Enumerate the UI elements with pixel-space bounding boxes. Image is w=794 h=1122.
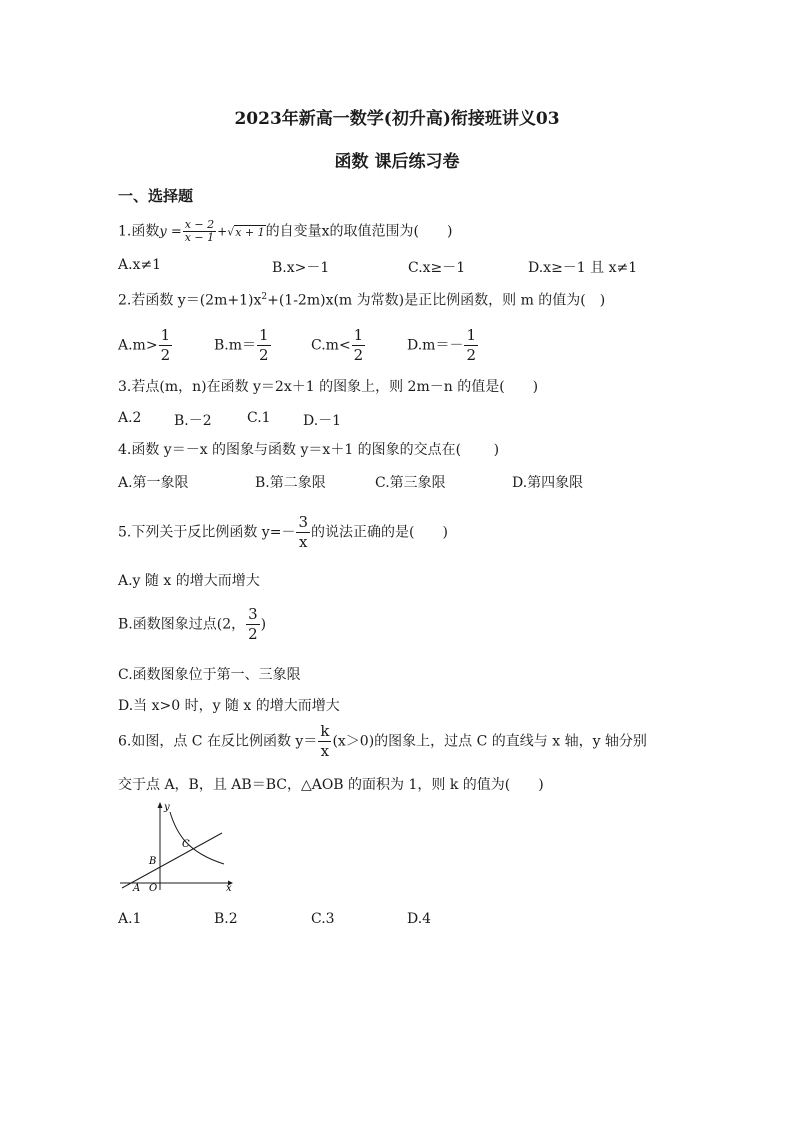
q1-frac-den: x − 1	[184, 231, 215, 244]
q5-frac-den: x	[298, 533, 308, 551]
q2-superscript: 2	[261, 292, 268, 302]
q2-option-a-prefix: A.m>	[118, 337, 158, 354]
q5-fraction	[296, 513, 310, 552]
q4-option-d: D.第四象限	[512, 475, 584, 491]
q6-prefix: 6.如图，点 C 在反比例函数 y＝	[118, 733, 318, 750]
q6-option-d: D.4	[407, 911, 432, 927]
q2-option-a-num: 1	[160, 326, 171, 344]
q4-option-a: A.第一象限	[118, 475, 189, 491]
q6-frac-den: x	[320, 742, 330, 760]
q1-y-eq: y =	[159, 224, 182, 240]
question-5	[118, 513, 448, 552]
q5-frac-num: 3	[298, 513, 308, 531]
q5-option-d: D.当 x>0 时，y 随 x 的增大而增大	[118, 698, 340, 714]
q4-option-c: C.第三象限	[375, 475, 446, 491]
y-axis-arrow-icon	[158, 802, 163, 808]
origin-label: O	[149, 883, 158, 892]
q2-option-d-fraction	[464, 326, 478, 365]
q1-option-d: D.x≥－1 且 x≠1	[528, 260, 638, 276]
q2-option-c-den: 2	[353, 346, 364, 364]
q1-fraction	[183, 219, 216, 244]
point-c-label: C	[182, 839, 190, 850]
question-6-line-2: 交于点 A，B，且 AB＝BC，△AOB 的面积为 1，则 k 的值为( )	[118, 777, 544, 793]
q4-option-b: B.第二象限	[255, 475, 326, 491]
question-3: 3.若点(m，n)在函数 y＝2x＋1 的图象上，则 2m－n 的值是( )	[118, 379, 539, 395]
line-ab	[122, 833, 222, 888]
q2-option-d-den: 2	[466, 346, 476, 364]
q2-option-b-den: 2	[259, 346, 269, 364]
q2-option-d-prefix: D.m＝－	[407, 337, 464, 354]
point-b-label: B	[149, 856, 157, 867]
q2-option-d-num: 1	[466, 326, 476, 344]
q3-option-d: D.－1	[303, 413, 342, 429]
sqrt-icon: √	[227, 225, 235, 239]
q5-option-b-prefix: B.函数图象过点(2，	[118, 616, 246, 633]
section-heading: 一、选择题	[118, 187, 194, 205]
q2-text-b: +(1-2m)x(m 为常数)是正比例函数，则 m 的值为( )	[267, 292, 606, 309]
y-axis-label: y	[164, 802, 170, 813]
q5-option-b-num: 3	[248, 605, 258, 623]
q6-suffix: (x＞0)的图象上，过点 C 的直线与 x 轴，y 轴分别	[332, 733, 647, 750]
q6-frac-num: k	[320, 722, 330, 740]
q1-option-a: A.x≠1	[118, 257, 162, 273]
q1-sqrt	[227, 225, 265, 239]
question-4: 4.函数 y＝－x 的图象与函数 y＝x＋1 的图象的交点在( )	[118, 442, 500, 458]
document-title: 2023年新高一数学(初升高)衔接班讲义03	[234, 109, 560, 129]
question-6	[118, 722, 647, 761]
q1-option-b: B.x>－1	[272, 260, 330, 276]
hyperbola-curve	[170, 812, 224, 864]
q5-option-b	[118, 605, 266, 644]
q1-sqrt-content: x + 1	[235, 225, 265, 239]
question-1	[118, 219, 452, 244]
document-subtitle: 函数 课后练习卷	[334, 152, 460, 172]
q5-option-b-den: 2	[248, 625, 258, 643]
point-a-label: A	[133, 883, 141, 892]
q3-option-b: B.－2	[174, 413, 212, 429]
q2-option-c-num: 1	[353, 326, 364, 344]
q6-option-b: B.2	[214, 911, 238, 927]
q5-prefix: 5.下列关于反比例函数 y=－	[118, 524, 296, 541]
q1-option-c: C.x≥－1	[408, 260, 466, 276]
q2-option-a-fraction	[159, 326, 173, 365]
q6-option-c: C.3	[311, 911, 335, 927]
q2-option-c-prefix: C.m<	[311, 337, 351, 354]
q1-suffix: 的自变量x的取值范围为( )	[265, 223, 453, 240]
q5-suffix: 的说法正确的是( )	[311, 524, 448, 541]
q2-option-c-fraction	[352, 326, 366, 365]
q6-graph	[116, 800, 238, 892]
q5-option-b-fraction	[246, 605, 260, 644]
q1-frac-num: x − 2	[184, 218, 215, 231]
q2-option-a-den: 2	[160, 346, 171, 364]
q2-option-a	[118, 326, 173, 365]
q2-option-c	[311, 326, 366, 365]
q5-option-b-suffix: )	[260, 616, 267, 633]
x-axis-label: x	[226, 883, 232, 892]
q6-fraction	[318, 722, 331, 761]
q2-option-b-prefix: B.m＝	[214, 337, 257, 354]
q3-option-a: A.2	[118, 410, 142, 426]
q2-option-b-num: 1	[259, 326, 269, 344]
q3-option-c: C.1	[247, 410, 271, 426]
q2-option-b-fraction	[257, 326, 271, 365]
q1-plus: +	[217, 224, 228, 239]
q2-text-a: 2.若函数 y＝(2m+1)x	[118, 292, 262, 309]
q1-prefix: 1.函数	[118, 223, 160, 240]
q5-option-c: C.函数图象位于第一、三象限	[118, 667, 301, 683]
q6-option-a: A.1	[118, 911, 142, 927]
q5-option-a: A.y 随 x 的增大而增大	[118, 573, 260, 589]
q2-option-d	[407, 326, 479, 365]
question-2	[118, 288, 605, 310]
q2-option-b	[214, 326, 272, 365]
